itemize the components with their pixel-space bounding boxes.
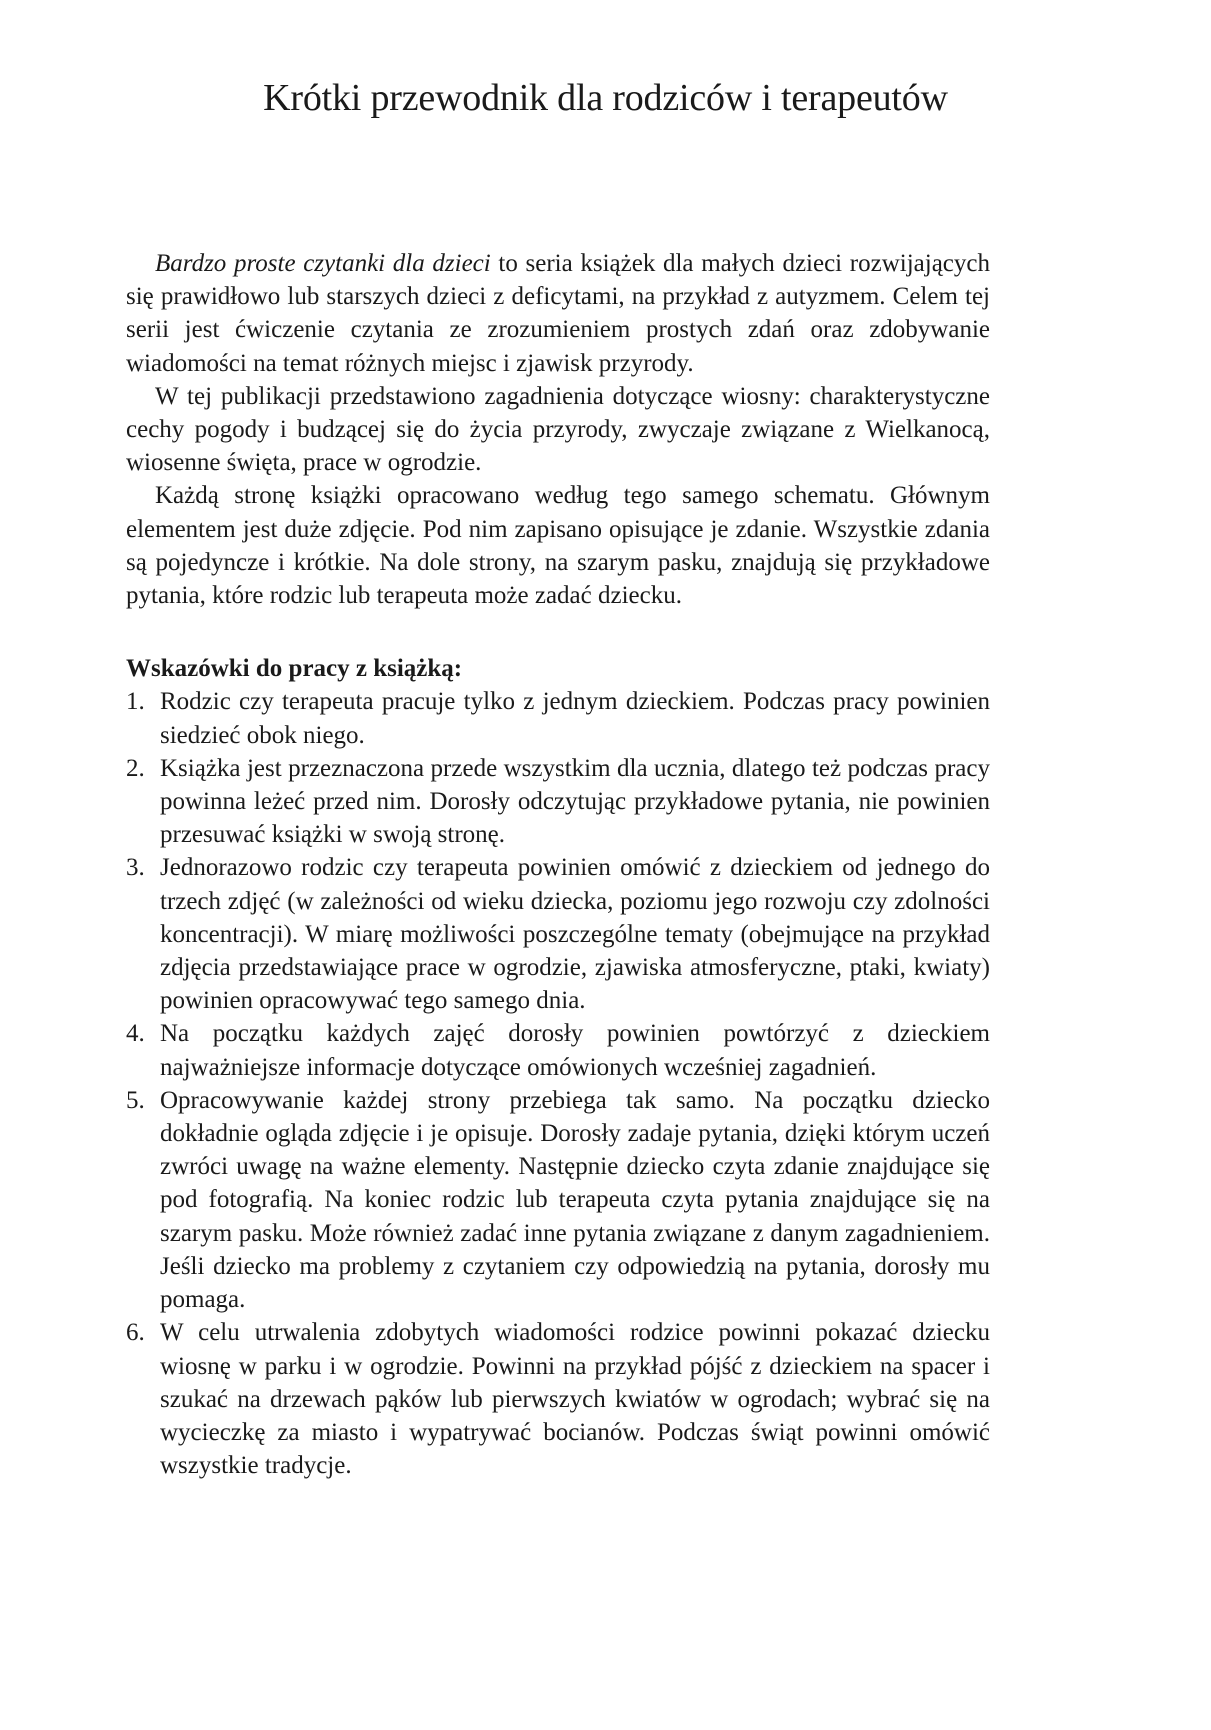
page-title: Krótki przewodnik dla rodziców i terapeutów xyxy=(263,77,948,119)
tip-item-1 xyxy=(126,685,990,751)
tip-item-4 xyxy=(126,1017,990,1083)
tip-text: W celu utrwalenia zdobytych wiadomości rodzice powinni pokazać dziecku wiosnę w parku i w ogrodzie. Powinni na przykład pójść z dzieckiem na spacer i szukać na drzewach pąków lub pierwszych kwiatów w ogrodach; wybrać się na wycieczkę za miasto i wypatrywać bocianów. Podczas świąt powinni omówić wszystkie tradycje. xyxy=(160,1319,990,1480)
tip-text: Opracowywanie każdej strony przebiega tak samo. Na początku dziecko dokładnie ogląda zdjęcie i je opisuje. Dorosły zadaje pytania, dzięki którym uczeń zwróci uwagę na ważne elementy. Następnie dziecko czyta zdanie znajdujące się pod fotografią. Na koniec rodzic lub terapeuta czyta pytania znajdujące się na szarym pasku. Może również zadać inne pytania związane z danym zagadnieniem. Jeśli dziecko ma problemy z czytaniem czy odpowiedzią na pytania, dorosły mu pomaga. xyxy=(160,1086,990,1314)
tip-item-2 xyxy=(126,752,990,852)
tip-number: 5. xyxy=(126,1086,145,1114)
tip-number: 6. xyxy=(126,1319,145,1347)
tip-number: 3. xyxy=(126,854,145,882)
intro-paragraph-1-text: to seria książek dla małych dzieci rozwijających się prawidłowo lub starszych dzieci z deficytami, na przykład z autyzmem. Celem tej serii jest ćwiczenie czytania ze zrozumieniem prostych zdań oraz zdobywanie wiadomości na temat różnych miejsc i zjawisk przyrody. xyxy=(126,250,990,377)
tip-text: Rodzic czy terapeuta pracuje tylko z jednym dzieckiem. Podczas pracy powinien siedzieć obok niego. xyxy=(160,688,990,749)
intro-paragraph-1 xyxy=(126,247,990,380)
tip-number: 1. xyxy=(126,688,145,716)
series-name: Bardzo proste czytanki dla dzieci xyxy=(155,250,491,277)
tip-number: 4. xyxy=(126,1020,145,1048)
tips-heading: Wskazówki do pracy z książką: xyxy=(126,655,463,683)
tips-list xyxy=(126,685,990,1482)
tip-item-5 xyxy=(126,1084,990,1316)
tip-number: 2. xyxy=(126,754,145,782)
intro-paragraph-2: W tej publikacji przedstawiono zagadnienia dotyczące wiosny: charakterystyczne cechy pogody i budzącej się do życia przyrody, zwyczaje związane z Wielkanocą, wiosenne święta, prace w ogrodzie. xyxy=(126,382,990,477)
tip-item-3 xyxy=(126,851,990,1017)
document-body xyxy=(126,247,990,1482)
tip-text: Jednorazowo rodzic czy terapeuta powinien omówić z dzieckiem od jednego do trzech zdjęć (w zależności od wieku dziecka, poziomu jego rozwoju czy zdolności koncentracji). W miarę możliwości poszczególne tematy (obejmujące na przykład zdjęcia przedstawiające prace w ogrodzie, zjawiska atmosferyczne, ptaki, kwiaty) powinien opracowywać tego samego dnia. xyxy=(160,854,990,1015)
intro-paragraph-3: Każdą stronę książki opracowano według tego samego schematu. Głównym elementem jest duże zdjęcie. Pod nim zapisano opisujące je zdanie. Wszystkie zdania są pojedyncze i krótkie. Na dole strony, na szarym pasku, znajdują się przykładowe pytania, które rodzic lub terapeuta może zadać dziecku. xyxy=(126,482,990,610)
tip-text: Na początku każdych zajęć dorosły powinien powtórzyć z dzieckiem najważniejsze informacje dotyczące omówionych wcześniej zagadnień. xyxy=(160,1020,990,1081)
tip-item-6 xyxy=(126,1316,990,1482)
tip-text: Książka jest przeznaczona przede wszystkim dla ucznia, dlatego też podczas pracy powinna leżeć przed nim. Dorosły odczytując przykładowe pytania, nie powinien przesuwać książki w swoją stronę. xyxy=(160,754,990,849)
